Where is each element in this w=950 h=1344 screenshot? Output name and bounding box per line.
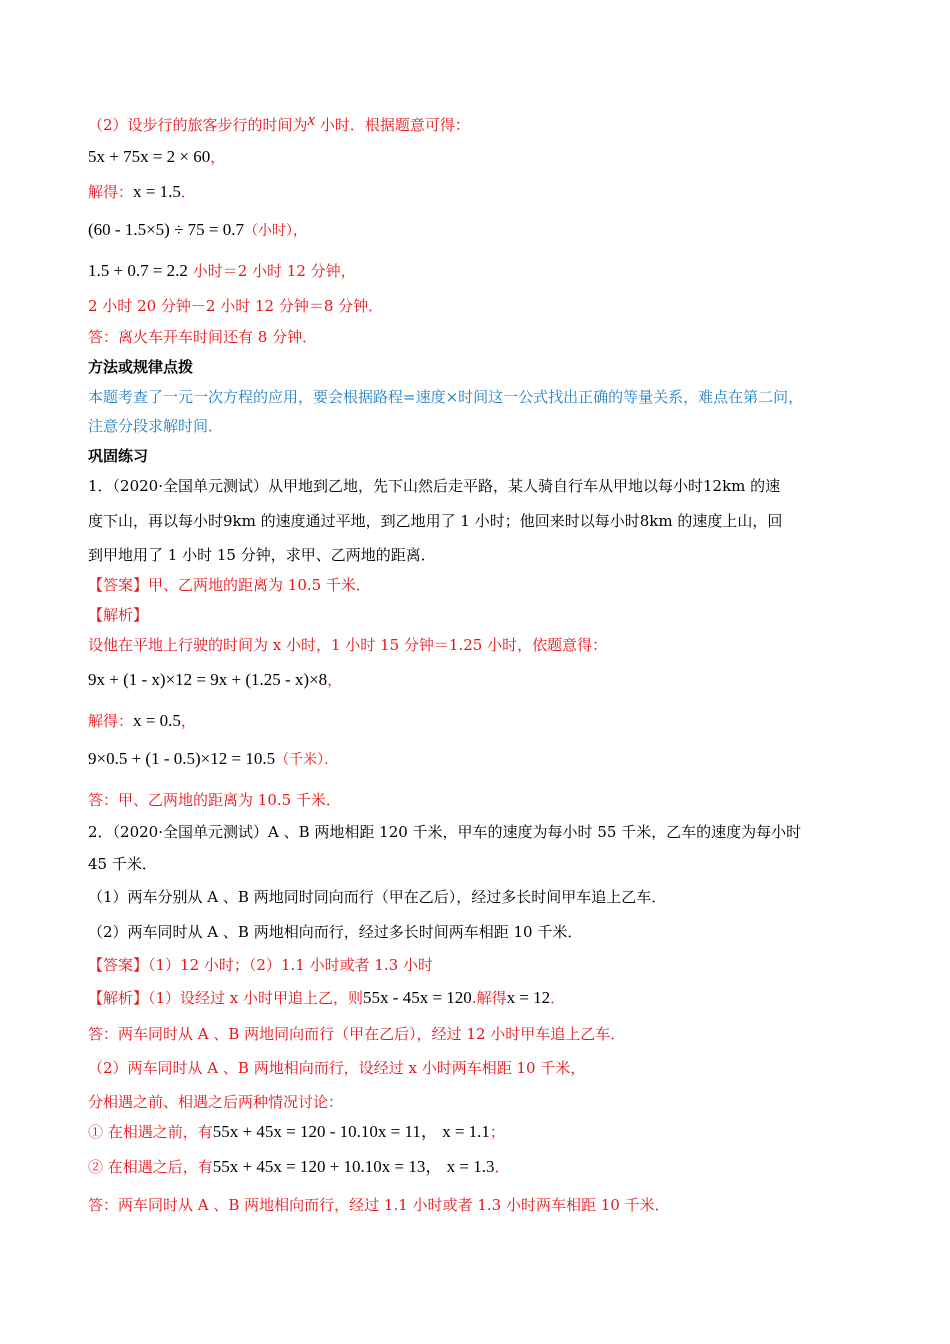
q2-analysis-b: .解得	[471, 989, 507, 1007]
q2-analysis-end: ．	[550, 989, 566, 1007]
calc1-unit: （小时），	[244, 223, 307, 239]
setup-text-a: （2）设步行的旅客步行的时间为	[88, 116, 308, 134]
q2-case-1	[88, 1122, 505, 1142]
q2-analysis-a: 【解析】（1）设经过 x 小时甲追上乙，则	[88, 989, 364, 1007]
q1-equation	[88, 670, 342, 690]
method-line-1: 本题考查了一元一次方程的应用，要会根据路程=速度×时间这一公式找出正确的等量关系，难点在第二问，	[88, 388, 804, 406]
q2-part-2: （2）两车同时从 A 、B 两地相向而行，设经过 x 小时两车相距 10 千米，	[88, 1059, 586, 1077]
part1-answer: 答：离火车开车时间还有 8 分钟．	[88, 328, 318, 346]
q2-case1-end: ；	[489, 1123, 505, 1141]
practice-heading: 巩固练习	[88, 447, 149, 465]
solve-value: x = 1.5	[133, 182, 181, 201]
q2-sub-2: （2）两车同时从 A 、B 两地相向而行，经过多长时间两车相距 10 千米．	[88, 923, 583, 941]
q1-line-1: 1．（2020·全国单元测试）从甲地到乙地，先下山然后走平路，某人骑自行车从甲地以每小时12km 的速	[88, 477, 781, 495]
calc2-math: 1.5 + 0.7 = 2.2	[88, 261, 188, 280]
part2-setup	[88, 110, 470, 135]
q1-solve-value: x = 0.5	[133, 711, 181, 730]
q2-sub-1: （1）两车分别从 A 、B 两地同时同向而行（甲在乙后），经过多长时间甲车追上乙车．	[88, 888, 667, 906]
q2-final-answer: 答：两车同时从 A 、B 两地相向而行，经过 1.1 小时或者 1.3 小时两车相距 10 千米．	[88, 1196, 670, 1214]
q2-line-2: 45 千米．	[88, 855, 157, 873]
q1-eq-end: ，	[327, 671, 343, 689]
calc2-tail: 小时＝2 小时 12 分钟，	[187, 262, 356, 280]
q1-analysis-label: 【解析】	[88, 606, 149, 624]
q1-line-2: 度下山，再以每小时9km 的速度通过平地，到乙地用了 1 小时；他回来时以每小时8km 的速度上山，回	[88, 512, 783, 530]
q1-solve	[88, 711, 196, 731]
solve-end: ．	[180, 183, 196, 201]
q2-case2-end: ．	[494, 1158, 510, 1176]
q1-solve-label: 解得：	[88, 712, 134, 730]
q1-calc-unit: （千米）．	[275, 752, 339, 768]
q1-calc	[88, 749, 338, 770]
method-line-2: 注意分段求解时间．	[88, 417, 224, 435]
q1-eq-math: 9x + (1 - x)×12 = 9x + (1.25 - x)×8	[88, 670, 328, 689]
solve-label: 解得：	[88, 183, 134, 201]
q1-final-answer: 答：甲、乙两地的距离为 10.5 千米．	[88, 791, 341, 809]
setup-text-b: 小时．根据题意可得：	[315, 116, 470, 134]
q1-setup: 设他在平地上行驶的时间为 x 小时，1 小时 15 分钟＝1.25 小时，依题意得：	[88, 636, 608, 654]
q2-cases-intro: 分相遇之前、相遇之后两种情况讨论：	[88, 1093, 344, 1111]
q2-line-1: 2．（2020·全国单元测试）A 、B 两地相距 120 千米，甲车的速度为每小时 55 千米，乙车的速度为每小时	[88, 823, 802, 841]
q2-case2-eq: 55x + 45x = 120 + 10.10x = 13， x = 1.3	[212, 1157, 495, 1176]
q2-analysis-eq: 55x - 45x = 120	[363, 988, 472, 1007]
method-heading: 方法或规律点拨	[88, 358, 194, 376]
equation-1	[88, 147, 225, 167]
eq1-end: ，	[210, 148, 226, 166]
solve-line-1	[88, 182, 196, 202]
calc-line-3: 2 小时 20 分钟－2 小时 12 分钟＝8 分钟．	[88, 297, 384, 315]
q1-line-3: 到甲地用了 1 小时 15 分钟，求甲、乙两地的距离．	[88, 546, 436, 564]
q2-analysis	[88, 988, 565, 1008]
calc1-math: (60 - 1.5×5) ÷ 75 = 0.7	[88, 220, 244, 239]
calc-line-1	[88, 220, 307, 241]
calc-line-2	[88, 261, 356, 281]
setup-var: x	[307, 110, 316, 129]
q2-case-2	[88, 1157, 509, 1177]
q2-case1-label: ① 在相遇之前，有	[88, 1123, 213, 1141]
q2-answer-1: 答：两车同时从 A 、B 两地同向而行（甲在乙后），经过 12 小时甲车追上乙车．	[88, 1025, 626, 1043]
q1-solve-end: ，	[180, 712, 196, 730]
q1-answer: 【答案】甲、乙两地的距离为 10.5 千米．	[88, 576, 371, 594]
q2-case1-eq: 55x + 45x = 120 - 10.10x = 11， x = 1.1	[212, 1122, 490, 1141]
eq1-math: 5x + 75x = 2 × 60	[88, 147, 211, 166]
q2-answer: 【答案】（1）12 小时；（2）1.1 小时或者 1.3 小时	[88, 956, 433, 974]
q2-analysis-val: x = 12	[506, 988, 551, 1007]
q2-case2-label: ② 在相遇之后，有	[88, 1158, 213, 1176]
q1-calc-math: 9×0.5 + (1 - 0.5)×12 = 10.5	[88, 749, 276, 768]
